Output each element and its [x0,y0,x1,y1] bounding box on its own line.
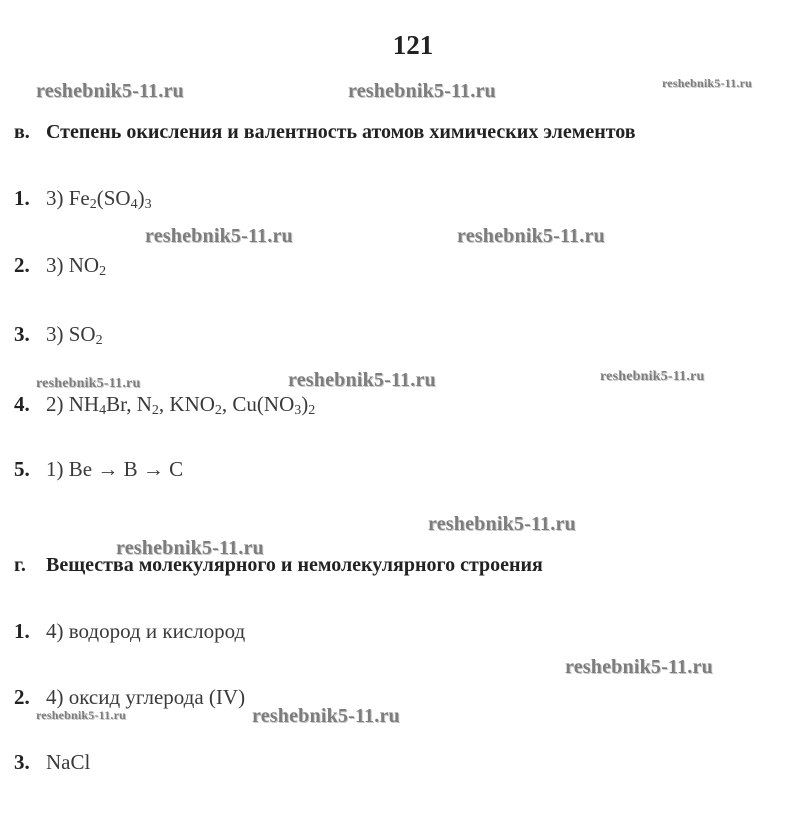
answer-item [14,457,183,482]
answer-item [14,253,106,278]
answer-item [14,392,315,417]
watermark: reshebnik5-11.ru [600,369,705,384]
answer-text: 3) $NO_2$ [46,253,107,279]
section-letter: в. [14,121,30,143]
watermark: reshebnik5-11.ru [565,656,713,678]
section-title-text: Вещества молекулярного и немолекулярного строения [46,554,543,576]
watermark: reshebnik5-11.ru [348,80,496,102]
section-title-g [14,554,543,577]
item-number: 3. [14,750,30,774]
answer-text: 4) оксид углерода (IV) [46,685,246,709]
answer-item [14,322,103,347]
answer-text: 4) водород и кислород [46,619,246,643]
answer-item [14,186,152,211]
answer-item [14,685,245,710]
watermark: reshebnik5-11.ru [36,708,126,722]
answer-text: 2) $NH_4Br$, $N_2$, $KNO_2$, $Cu(NO_3)_2$ [46,392,316,418]
answer-item [14,619,245,644]
watermark: reshebnik5-11.ru [428,513,576,535]
section-title-text: Степень окисления и валентность атомов химических элементов [46,121,636,143]
section-letter: г. [14,554,26,576]
watermark: reshebnik5-11.ru [116,537,264,559]
answer-text: NaCl [46,750,91,774]
item-number: 2. [14,685,30,709]
item-number: 4. [14,392,30,416]
item-number: 1. [14,619,30,643]
watermark: reshebnik5-11.ru [36,80,184,102]
item-number: 5. [14,457,30,481]
page-number: 121 [392,30,434,60]
watermark: reshebnik5-11.ru [145,225,293,247]
item-number: 2. [14,253,30,277]
item-number: 3. [14,322,30,346]
watermark: reshebnik5-11.ru [662,76,752,90]
watermark: reshebnik5-11.ru [457,225,605,247]
answer-text: 3) $Fe_2(SO_4)_3$ [46,186,152,212]
item-number: 1. [14,186,30,210]
section-title-v [14,121,636,144]
watermark: reshebnik5-11.ru [252,705,400,727]
answer-text: 3) $SO_2$ [46,322,103,348]
watermark: reshebnik5-11.ru [288,369,436,391]
watermark: reshebnik5-11.ru [36,376,141,391]
answer-item [14,750,90,775]
answer-text: 1) Be → B → C [46,457,184,481]
